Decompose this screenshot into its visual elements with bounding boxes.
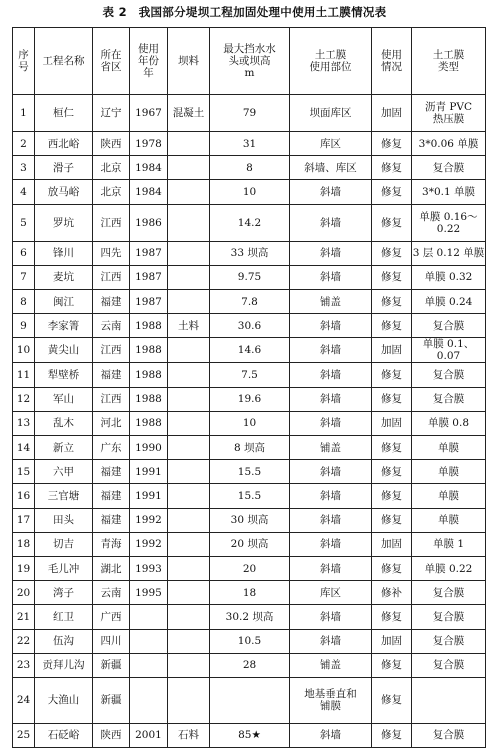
header-year: 使用 年份 年 bbox=[130, 28, 168, 95]
cell-height: 7.5 bbox=[210, 363, 290, 387]
cell-province: 北京 bbox=[93, 180, 130, 204]
cell-no: 23 bbox=[13, 653, 35, 677]
cell-location: 斜墙 bbox=[290, 484, 372, 508]
cell-no: 14 bbox=[13, 436, 35, 460]
cell-no: 19 bbox=[13, 556, 35, 580]
cell-province: 福建 bbox=[93, 508, 130, 532]
cell-no: 25 bbox=[13, 723, 35, 747]
table-row bbox=[13, 723, 486, 747]
cell-province: 辽宁 bbox=[93, 95, 130, 132]
cell-material bbox=[168, 265, 210, 289]
cell-height: 30.6 bbox=[210, 314, 290, 338]
cell-material bbox=[168, 653, 210, 677]
cell-province: 新疆 bbox=[93, 653, 130, 677]
cell-usage: 修复 bbox=[372, 132, 412, 156]
cell-height: 8 坝高 bbox=[210, 436, 290, 460]
header-province: 所在 省区 bbox=[93, 28, 130, 95]
cell-material bbox=[168, 605, 210, 629]
cell-usage: 加固 bbox=[372, 338, 412, 363]
cell-usage: 修复 bbox=[372, 677, 412, 723]
cell-province: 陕西 bbox=[93, 723, 130, 747]
cell-usage: 加固 bbox=[372, 411, 412, 435]
cell-material bbox=[168, 204, 210, 241]
cell-name: 大渔山 bbox=[35, 677, 93, 723]
cell-location: 斜墙 bbox=[290, 508, 372, 532]
table-row bbox=[13, 508, 486, 532]
table-row bbox=[13, 532, 486, 556]
cell-height: 8 bbox=[210, 156, 290, 180]
cell-province: 青海 bbox=[93, 532, 130, 556]
cell-type: 单膜 bbox=[412, 436, 486, 460]
cell-type: 单膜 bbox=[412, 508, 486, 532]
cell-no: 3 bbox=[13, 156, 35, 180]
cell-location: 斜墙 bbox=[290, 265, 372, 289]
cell-usage: 修复 bbox=[372, 289, 412, 313]
cell-usage: 修复 bbox=[372, 723, 412, 747]
header-name: 工程名称 bbox=[35, 28, 93, 95]
cell-usage: 修复 bbox=[372, 180, 412, 204]
table-row bbox=[13, 581, 486, 605]
cell-year: 1988 bbox=[130, 363, 168, 387]
cell-name: 贡拜儿沟 bbox=[35, 653, 93, 677]
cell-height: 14.6 bbox=[210, 338, 290, 363]
cell-location: 斜墙 bbox=[290, 629, 372, 653]
cell-year: 1988 bbox=[130, 411, 168, 435]
cell-year: 1993 bbox=[130, 556, 168, 580]
cell-name: 湾子 bbox=[35, 581, 93, 605]
cell-location: 斜墙 bbox=[290, 387, 372, 411]
cell-material bbox=[168, 411, 210, 435]
cell-no: 17 bbox=[13, 508, 35, 532]
header-material: 坝料 bbox=[168, 28, 210, 95]
cell-type: 复合膜 bbox=[412, 387, 486, 411]
cell-province: 福建 bbox=[93, 289, 130, 313]
cell-year: 1995 bbox=[130, 581, 168, 605]
cell-name: 三官塘 bbox=[35, 484, 93, 508]
cell-year: 1991 bbox=[130, 484, 168, 508]
cell-location: 铺盖 bbox=[290, 436, 372, 460]
cell-location: 斜墙 bbox=[290, 605, 372, 629]
cell-type: 3*0.06 单膜 bbox=[412, 132, 486, 156]
cell-no: 24 bbox=[13, 677, 35, 723]
cell-height: 33 坝高 bbox=[210, 241, 290, 265]
cell-no: 16 bbox=[13, 484, 35, 508]
table-row bbox=[13, 363, 486, 387]
table-row bbox=[13, 204, 486, 241]
cell-year: 1990 bbox=[130, 436, 168, 460]
table-row bbox=[13, 629, 486, 653]
cell-province: 陕西 bbox=[93, 132, 130, 156]
cell-year: 1984 bbox=[130, 180, 168, 204]
cell-height: 15.5 bbox=[210, 460, 290, 484]
cell-type: 单膜 1 bbox=[412, 532, 486, 556]
cell-year: 1986 bbox=[130, 204, 168, 241]
cell-material: 混凝土 bbox=[168, 95, 210, 132]
cell-location: 斜墙、库区 bbox=[290, 156, 372, 180]
table-row bbox=[13, 95, 486, 132]
table-row bbox=[13, 677, 486, 723]
cell-height: 7.8 bbox=[210, 289, 290, 313]
cell-material bbox=[168, 338, 210, 363]
cell-name: 罗坑 bbox=[35, 204, 93, 241]
cell-name: 毛儿冲 bbox=[35, 556, 93, 580]
table-row bbox=[13, 460, 486, 484]
cell-province: 云南 bbox=[93, 581, 130, 605]
cell-location: 斜墙 bbox=[290, 460, 372, 484]
cell-type: 单膜 0.8 bbox=[412, 411, 486, 435]
cell-height: 20 bbox=[210, 556, 290, 580]
cell-usage: 加固 bbox=[372, 95, 412, 132]
cell-type bbox=[412, 677, 486, 723]
cell-type: 复合膜 bbox=[412, 363, 486, 387]
cell-name: 军山 bbox=[35, 387, 93, 411]
cell-material bbox=[168, 363, 210, 387]
cell-no: 22 bbox=[13, 629, 35, 653]
table-row bbox=[13, 156, 486, 180]
cell-year: 1987 bbox=[130, 289, 168, 313]
cell-material bbox=[168, 460, 210, 484]
cell-location: 铺盖 bbox=[290, 289, 372, 313]
table-row bbox=[13, 180, 486, 204]
cell-year bbox=[130, 605, 168, 629]
cell-location: 库区 bbox=[290, 581, 372, 605]
cell-year: 1987 bbox=[130, 265, 168, 289]
cell-height: 9.75 bbox=[210, 265, 290, 289]
cell-name: 滑子 bbox=[35, 156, 93, 180]
cell-height: 30 坝高 bbox=[210, 508, 290, 532]
cell-usage: 修复 bbox=[372, 460, 412, 484]
cell-material: 石料 bbox=[168, 723, 210, 747]
cell-location: 库区 bbox=[290, 132, 372, 156]
cell-no: 18 bbox=[13, 532, 35, 556]
cell-type: 单膜 bbox=[412, 484, 486, 508]
cell-no: 13 bbox=[13, 411, 35, 435]
cell-name: 乱木 bbox=[35, 411, 93, 435]
cell-type: 复合膜 bbox=[412, 653, 486, 677]
header-usage: 使用 情况 bbox=[372, 28, 412, 95]
cell-no: 5 bbox=[13, 204, 35, 241]
cell-location: 斜墙 bbox=[290, 556, 372, 580]
cell-usage: 修复 bbox=[372, 204, 412, 241]
cell-year: 1967 bbox=[130, 95, 168, 132]
cell-material bbox=[168, 508, 210, 532]
cell-name: 麦坑 bbox=[35, 265, 93, 289]
cell-name: 西北峪 bbox=[35, 132, 93, 156]
cell-name: 新立 bbox=[35, 436, 93, 460]
cell-year: 1987 bbox=[130, 241, 168, 265]
table-row bbox=[13, 241, 486, 265]
table-title: 表 2 我国部分堤坝工程加固处理中使用土工膜情况表 bbox=[102, 5, 387, 19]
cell-height: 15.5 bbox=[210, 484, 290, 508]
cell-province: 河北 bbox=[93, 411, 130, 435]
cell-no: 11 bbox=[13, 363, 35, 387]
cell-height: 31 bbox=[210, 132, 290, 156]
cell-material bbox=[168, 241, 210, 265]
cell-material bbox=[168, 581, 210, 605]
cell-no: 6 bbox=[13, 241, 35, 265]
cell-material bbox=[168, 156, 210, 180]
cell-name: 红卫 bbox=[35, 605, 93, 629]
cell-type: 复合膜 bbox=[412, 629, 486, 653]
cell-name: 田头 bbox=[35, 508, 93, 532]
cell-province: 江西 bbox=[93, 338, 130, 363]
cell-year: 1988 bbox=[130, 314, 168, 338]
cell-height: 30.2 坝高 bbox=[210, 605, 290, 629]
cell-location: 斜墙 bbox=[290, 363, 372, 387]
cell-year bbox=[130, 677, 168, 723]
cell-province: 江西 bbox=[93, 204, 130, 241]
cell-type: 3 层 0.12 单膜 bbox=[412, 241, 486, 265]
cell-type: 复合膜 bbox=[412, 605, 486, 629]
cell-name: 六甲 bbox=[35, 460, 93, 484]
cell-material bbox=[168, 629, 210, 653]
cell-year: 1988 bbox=[130, 387, 168, 411]
cell-usage: 修复 bbox=[372, 387, 412, 411]
cell-province: 云南 bbox=[93, 314, 130, 338]
cell-usage: 加固 bbox=[372, 629, 412, 653]
cell-height: 10 bbox=[210, 411, 290, 435]
cell-no: 9 bbox=[13, 314, 35, 338]
cell-type: 单膜 0.32 bbox=[412, 265, 486, 289]
cell-year: 1992 bbox=[130, 532, 168, 556]
cell-usage: 修复 bbox=[372, 314, 412, 338]
cell-type: 复合膜 bbox=[412, 723, 486, 747]
cell-location: 斜墙 bbox=[290, 532, 372, 556]
cell-height bbox=[210, 677, 290, 723]
cell-height: 10.5 bbox=[210, 629, 290, 653]
cell-usage: 修复 bbox=[372, 653, 412, 677]
cell-name: 黄尖山 bbox=[35, 338, 93, 363]
table-row bbox=[13, 338, 486, 363]
cell-type: 沥青 PVC 热压膜 bbox=[412, 95, 486, 132]
cell-height: 28 bbox=[210, 653, 290, 677]
table-row bbox=[13, 484, 486, 508]
cell-year: 1988 bbox=[130, 338, 168, 363]
cell-location: 斜墙 bbox=[290, 180, 372, 204]
cell-year: 2001 bbox=[130, 723, 168, 747]
cell-no: 8 bbox=[13, 289, 35, 313]
cell-location: 斜墙 bbox=[290, 241, 372, 265]
cell-name: 放马峪 bbox=[35, 180, 93, 204]
cell-usage: 加固 bbox=[372, 532, 412, 556]
cell-height: 20 坝高 bbox=[210, 532, 290, 556]
cell-material bbox=[168, 289, 210, 313]
cell-location: 地基垂直和 铺膜 bbox=[290, 677, 372, 723]
table-row bbox=[13, 265, 486, 289]
cell-year: 1992 bbox=[130, 508, 168, 532]
cell-no: 4 bbox=[13, 180, 35, 204]
cell-name: 伍沟 bbox=[35, 629, 93, 653]
cell-material bbox=[168, 387, 210, 411]
cell-location: 坝面库区 bbox=[290, 95, 372, 132]
header-type: 土工膜 类型 bbox=[412, 28, 486, 95]
cell-type: 复合膜 bbox=[412, 156, 486, 180]
cell-usage: 修复 bbox=[372, 436, 412, 460]
table-body bbox=[13, 95, 486, 748]
cell-location: 斜墙 bbox=[290, 314, 372, 338]
header-location: 土工膜 使用部位 bbox=[290, 28, 372, 95]
cell-material bbox=[168, 677, 210, 723]
cell-name: 石砭峪 bbox=[35, 723, 93, 747]
cell-location: 斜墙 bbox=[290, 723, 372, 747]
cell-name: 犁壁桥 bbox=[35, 363, 93, 387]
cell-location: 铺盖 bbox=[290, 653, 372, 677]
cell-location: 斜墙 bbox=[290, 411, 372, 435]
cell-material bbox=[168, 436, 210, 460]
cell-name: 李家箐 bbox=[35, 314, 93, 338]
table-row bbox=[13, 605, 486, 629]
header-row bbox=[13, 28, 486, 95]
cell-province: 北京 bbox=[93, 156, 130, 180]
cell-type: 单膜 0.22 bbox=[412, 556, 486, 580]
cell-province: 新疆 bbox=[93, 677, 130, 723]
cell-province: 四先 bbox=[93, 241, 130, 265]
table-row bbox=[13, 132, 486, 156]
cell-name: 锋川 bbox=[35, 241, 93, 265]
cell-province: 江西 bbox=[93, 387, 130, 411]
cell-height: 19.6 bbox=[210, 387, 290, 411]
cell-name: 切吉 bbox=[35, 532, 93, 556]
cell-province: 湖北 bbox=[93, 556, 130, 580]
cell-name: 桓仁 bbox=[35, 95, 93, 132]
cell-usage: 修复 bbox=[372, 484, 412, 508]
cell-no: 10 bbox=[13, 338, 35, 363]
cell-no: 2 bbox=[13, 132, 35, 156]
cell-no: 1 bbox=[13, 95, 35, 132]
cell-type: 3*0.1 单膜 bbox=[412, 180, 486, 204]
cell-year bbox=[130, 653, 168, 677]
cell-height: 10 bbox=[210, 180, 290, 204]
cell-year bbox=[130, 629, 168, 653]
cell-province: 广东 bbox=[93, 436, 130, 460]
cell-height: 85★ bbox=[210, 723, 290, 747]
cell-no: 20 bbox=[13, 581, 35, 605]
cell-type: 单膜 0.1、0.07 bbox=[412, 338, 486, 363]
table-row bbox=[13, 289, 486, 313]
geomembrane-table bbox=[12, 27, 486, 748]
cell-year: 1978 bbox=[130, 132, 168, 156]
cell-year: 1984 bbox=[130, 156, 168, 180]
cell-usage: 修复 bbox=[372, 363, 412, 387]
cell-province: 广西 bbox=[93, 605, 130, 629]
table-row bbox=[13, 436, 486, 460]
cell-year: 1991 bbox=[130, 460, 168, 484]
cell-location: 斜墙 bbox=[290, 204, 372, 241]
cell-height: 14.2 bbox=[210, 204, 290, 241]
cell-material bbox=[168, 556, 210, 580]
header-no: 序 号 bbox=[13, 28, 35, 95]
cell-type: 复合膜 bbox=[412, 314, 486, 338]
cell-usage: 修复 bbox=[372, 265, 412, 289]
cell-material bbox=[168, 532, 210, 556]
cell-province: 四川 bbox=[93, 629, 130, 653]
cell-type: 单膜 0.16～ 0.22 bbox=[412, 204, 486, 241]
cell-no: 12 bbox=[13, 387, 35, 411]
cell-name: 闽江 bbox=[35, 289, 93, 313]
cell-province: 福建 bbox=[93, 363, 130, 387]
cell-province: 福建 bbox=[93, 460, 130, 484]
cell-material bbox=[168, 180, 210, 204]
cell-usage: 修补 bbox=[372, 581, 412, 605]
table-row bbox=[13, 653, 486, 677]
cell-usage: 修复 bbox=[372, 241, 412, 265]
cell-height: 18 bbox=[210, 581, 290, 605]
cell-material bbox=[168, 484, 210, 508]
cell-type: 复合膜 bbox=[412, 581, 486, 605]
table-row bbox=[13, 556, 486, 580]
table-row bbox=[13, 411, 486, 435]
cell-province: 福建 bbox=[93, 484, 130, 508]
cell-usage: 修复 bbox=[372, 605, 412, 629]
table-row bbox=[13, 387, 486, 411]
cell-no: 15 bbox=[13, 460, 35, 484]
cell-type: 单膜 bbox=[412, 460, 486, 484]
cell-material bbox=[168, 132, 210, 156]
cell-province: 江西 bbox=[93, 265, 130, 289]
cell-type: 单膜 0.24 bbox=[412, 289, 486, 313]
cell-no: 21 bbox=[13, 605, 35, 629]
header-height: 最大挡水水 头或坝高 m bbox=[210, 28, 290, 95]
cell-usage: 修复 bbox=[372, 156, 412, 180]
cell-no: 7 bbox=[13, 265, 35, 289]
cell-usage: 修复 bbox=[372, 508, 412, 532]
table-row bbox=[13, 314, 486, 338]
cell-usage: 修复 bbox=[372, 556, 412, 580]
cell-location: 斜墙 bbox=[290, 338, 372, 363]
cell-height: 79 bbox=[210, 95, 290, 132]
cell-material: 土料 bbox=[168, 314, 210, 338]
